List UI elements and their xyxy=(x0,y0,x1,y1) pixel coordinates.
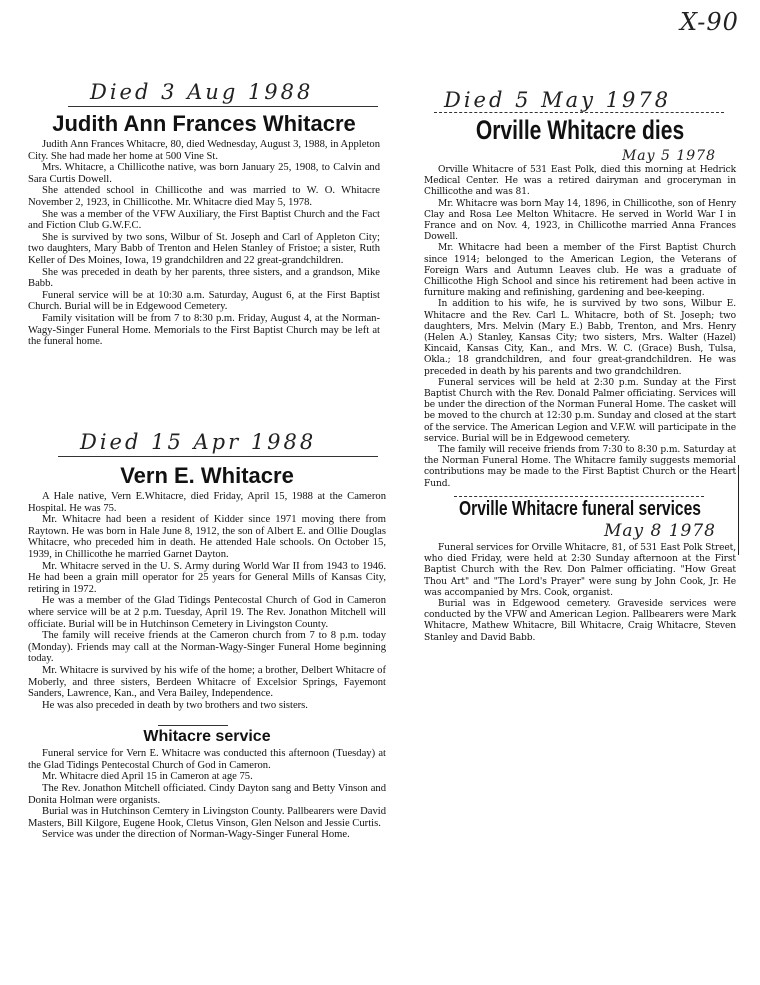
paragraph: Mr. Whitacre had been a resident of Kidder since 1971 moving there from Raytown. He was born in Hale June 8, 1912, the son of Albert E. and Ollie Douglas Whitacre, who preceded him in death. He attended Hale schools. On October 15, 1939, in Chillicothe he married Garnet Dayton. xyxy=(28,514,386,560)
paragraph: Mr. Whitacre served in the U. S. Army during World War II from 1943 to 1946. He had been a grain mill operator for 25 years for General Mills of Kansas City, retiring in 1972. xyxy=(28,560,386,595)
paragraph: He was also preceded in death by two brothers and two sisters. xyxy=(42,699,308,711)
obituary-body xyxy=(28,491,386,711)
orville-obituary xyxy=(424,88,736,644)
paragraph: Funeral services for Orville Whitacre, 81, of 531 East Polk Street, who died Friday, were held at 2:30 Sunday afternoon at the First Baptist Church with the Rev. Don Palmer officiating. "How Great Thou Art" and "The Lord's Prayer" were sung by John Cook, Jr. He was accompanied by Mrs. Cook, organist. xyxy=(424,542,736,598)
service-heading: Whitacre service xyxy=(143,728,271,746)
obituary-heading: Vern E. Whitacre xyxy=(120,463,294,488)
divider xyxy=(58,456,378,457)
judith-obituary xyxy=(28,80,380,348)
paragraph: In addition to his wife, he is survived by two sons, Wilbur E. Whitacre and the Rev. Carl L. Whitacre, both of St. Joseph; two daughters, Mrs. Melvin (Mary E.) Babb, Trenton, and Mrs. Henry (Helen A.) Stanley, Kansas City; two sisters, Mrs. Walter (Hazel) Kincaid, Kansas City, Kan., and Mrs. W. C. (Grace) Bush, Tulsa, Okla.; 18 grandchildren, and four great-grandchildren. He was preceded in death by his parents and two grandchildren. xyxy=(424,299,736,377)
handwritten-date: Died 15 Apr 1988 xyxy=(80,430,317,454)
obituary-heading: Judith Ann Frances Whitacre xyxy=(52,111,356,136)
vern-obituary xyxy=(28,430,386,841)
paragraph: Funeral service will be at 10:30 a.m. Saturday, August 6, at the First Baptist Church. Burial will be in Edgewood Cemetery. xyxy=(28,289,380,313)
service-body xyxy=(28,748,386,841)
paragraph: Service was under the direction of Norman-Wagy-Singer Funeral Home. xyxy=(42,829,350,841)
paragraph: She is survived by two sons, Wilbur of St. Joseph and Carl of Appleton City; two daughters, Mary Babb of Trenton and Helen Stanley of Fristoe; a sister, Ruth Keller of Des Moines, Iowa, 19 grandchildren and 22 great-grandchildren. xyxy=(28,231,380,266)
paragraph: Funeral service for Vern E. Whitacre was conducted this afternoon (Tuesday) at the Glad Tidings Pentecostal Church of God in Cameron. xyxy=(28,748,386,771)
service-body xyxy=(424,543,736,644)
paragraph: Burial was in Hutchinson Cemtery in Livingston County. Pallbearers were David Masters, Bill Kilgore, Eugene Hook, Cletus Vinson, Glen Nelson and Jessie Curtis. xyxy=(28,806,386,829)
paragraph: Funeral services will be held at 2:30 p.m. Sunday at the First Baptist Church with the Rev. Donald Palmer officiating. Services will be under the direction of the Norman Funeral Home. The casket will be moved to the church at 12:30 p.m. Sunday and closed at the start of the service. The American Legion and V.F.W. will participate in the service. Burial will be in Edgewood cemetery. xyxy=(424,377,736,444)
handwritten-date-note: May 5 1978 xyxy=(621,148,716,164)
paragraph: The Rev. Jonathon Mitchell officiated. Cindy Dayton sang and Betty Vinson and Donita Holman were organists. xyxy=(28,783,386,806)
handwritten-date-note: May 8 1978 xyxy=(603,520,716,541)
handwritten-date: Died 5 May 1978 xyxy=(444,88,672,112)
margin-line xyxy=(738,465,739,555)
paragraph: He was a member of the Glad Tidings Pentecostal Church of God in Cameron where service will be at 2 p.m. Tuesday, April 19. The Rev. Jonathon Mitchell will officiate. Burial will be in Hutchinson Cemetery in Livingston County. xyxy=(28,595,386,630)
paragraph: Mr. Whitacre died April 15 in Cameron at age 75. xyxy=(42,771,253,783)
divider xyxy=(68,106,378,107)
paragraph: She attended school in Chillicothe and was married to W. O. Whitacre November 2, 1923, in Chillicothe. Mr. Whitacre died May 5, 1978. xyxy=(28,185,380,208)
paragraph: Mr. Whitacre had been a member of the First Baptist Church since 1914; belonged to the American Legion, the Veterans of Foreign Wars and Autumn Leaves club. He was a graduate of Chillicothe High School and since his retirement had been active in furniture making and refinishing, gardening and bee-keeping. xyxy=(424,243,736,299)
paragraph: She was a member of the VFW Auxiliary, the First Baptist Church and the Fact and Fiction Club G.W.F.C. xyxy=(28,208,380,232)
paragraph: Mrs. Whitacre, a Chillicothe native, was born January 25, 1908, to Calvin and Sara Curtis Dowell. xyxy=(28,162,380,185)
paragraph: Burial was in Edgewood cemetery. Graveside services were conducted by the VFW and American Legion. Pallbearers were Mark Whitacre, Mathew Whitacre, Bill Whitacre, Craig Whitacre, Steven Stanley and David Babb. xyxy=(424,598,736,643)
obituary-body xyxy=(424,165,736,490)
service-heading: Orville Whitacre funeral services xyxy=(459,497,701,520)
paragraph: Judith Ann Frances Whitacre, 80, died Wednesday, August 3, 1988, in Appleton City. She had made her home at 500 Vine St. xyxy=(28,139,380,162)
obituary-body xyxy=(28,139,380,348)
paragraph: The family will receive friends at the Cameron church from 7 to 8 p.m. today (Monday). Friends may call at the Norman-Wagy-Singer Funeral Home beginning today. xyxy=(28,630,386,665)
paragraph: A Hale native, Vern E.Whitacre, died Friday, April 15, 1988 at the Cameron Hospital. He was 75. xyxy=(28,491,386,514)
paragraph: Mr. Whitacre is survived by his wife of the home; a brother, Delbert Whitacre of Moberly, and three sisters, Berdeen Whitacre of Excelsior Springs, Fayemont Sanders, Lawrence, Kan., and Vera Bailey, Independence. xyxy=(28,664,386,700)
paragraph: The family will receive friends from 7:30 to 8:30 p.m. Saturday at the Norman Funeral Home. The Whitacre family suggests memorial contributions may be made to the First Baptist Church or the Heart Fund. xyxy=(424,445,736,489)
paragraph: Family visitation will be from 7 to 8:30 p.m. Friday, August 4, at the Norman-Wagy-Singer Funeral Home. Memorials to the First Baptist Church may be left at the funeral home. xyxy=(28,312,380,348)
page-reference-note: X-90 xyxy=(680,8,739,36)
paragraph: She was preceded in death by her parents, three sisters, and a grandson, Mike Babb. xyxy=(28,266,380,290)
handwritten-date: Died 3 Aug 1988 xyxy=(90,80,314,104)
obituary-heading: Orville Whitacre dies xyxy=(475,115,685,145)
paragraph: Orville Whitacre of 531 East Polk, died this morning at Hedrick Medical Center. He was a retired dairyman and groceryman in Chillicothe and was 81. xyxy=(424,165,736,198)
paragraph: Mr. Whitacre was born May 14, 1896, in Chillicothe, son of Henry Clay and Rosa Lee Melton Whitacre. He served in World War I in France and on Nov. 4, 1923, in Chillicothe married Anna Frances Dowell. xyxy=(424,198,736,243)
